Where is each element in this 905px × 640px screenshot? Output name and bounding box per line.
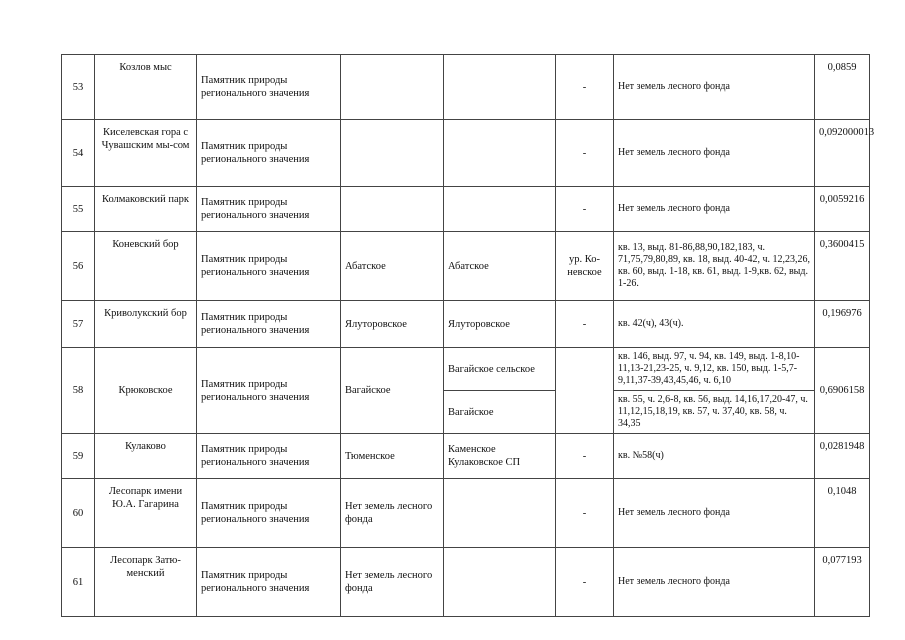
table-row — [62, 348, 870, 391]
quarters: кв. 13, выд. 81-86,88,90,182,183, ч. 71,75,79,80,89, кв. 18, выд. 40-42, ч. 12,23,26, кв. 60, выд. 1-18, кв. 61, выд. 1-9,кв. 62, выд. 1-26. — [614, 232, 815, 301]
area: 0,1048 — [815, 479, 870, 548]
forestry: Нет земель лесного фонда — [341, 548, 444, 617]
table-row — [62, 232, 870, 301]
area: 0,3600415 — [815, 232, 870, 301]
row-number: 56 — [62, 232, 95, 301]
table-row — [62, 479, 870, 548]
table-row — [62, 55, 870, 120]
row-number: 61 — [62, 548, 95, 617]
site-category: Памятник природы регионального значения — [197, 187, 341, 232]
table-row — [62, 434, 870, 479]
tract: - — [556, 187, 614, 232]
tract: - — [556, 548, 614, 617]
site-name: Криволукский бор — [95, 301, 197, 348]
district-forestry: Вагайское сельское — [444, 348, 556, 391]
tract — [556, 348, 614, 434]
row-number: 55 — [62, 187, 95, 232]
site-name: Лесопарк Затю-менский — [95, 548, 197, 617]
district-forestry — [444, 187, 556, 232]
district-forestry: Абатское — [444, 232, 556, 301]
site-category: Памятник природы регионального значения — [197, 548, 341, 617]
tract: ур. Ко-невское — [556, 232, 614, 301]
row-number: 57 — [62, 301, 95, 348]
district-forestry — [444, 55, 556, 120]
area: 0,6906158 — [815, 348, 870, 434]
district-forestry — [444, 548, 556, 617]
row-number: 59 — [62, 434, 95, 479]
quarters: Нет земель лесного фонда — [614, 120, 815, 187]
quarters: кв. 146, выд. 97, ч. 94, кв. 149, выд. 1-8,10-11,13-21,23-25, ч. 9,12, кв. 150, выд. 1-5,7-9,11,37-39,43,45,46, ч. 6,10 — [614, 348, 815, 391]
quarters: Нет земель лесного фонда — [614, 479, 815, 548]
district-forestry — [444, 479, 556, 548]
site-category: Памятник природы регионального значения — [197, 301, 341, 348]
table-row — [62, 120, 870, 187]
site-name: Киселевская гора с Чувашским мы-сом — [95, 120, 197, 187]
site-category: Памятник природы регионального значения — [197, 55, 341, 120]
forestry: Вагайское — [341, 348, 444, 434]
row-number: 54 — [62, 120, 95, 187]
site-category: Памятник природы регионального значения — [197, 348, 341, 434]
forestry: Нет земель лесного фонда — [341, 479, 444, 548]
tract: - — [556, 55, 614, 120]
quarters: кв. 42(ч), 43(ч). — [614, 301, 815, 348]
area: 0,196976 — [815, 301, 870, 348]
district-forestry: Ялуторовское — [444, 301, 556, 348]
site-name: Кулаково — [95, 434, 197, 479]
district-forestry: Каменское Кулаковское СП — [444, 434, 556, 479]
tract: - — [556, 301, 614, 348]
tract: - — [556, 120, 614, 187]
site-name: Колмаковский парк — [95, 187, 197, 232]
site-name: Козлов мыс — [95, 55, 197, 120]
site-category: Памятник природы регионального значения — [197, 232, 341, 301]
site-name: Коневский бор — [95, 232, 197, 301]
table-row — [62, 187, 870, 232]
site-category: Памятник природы регионального значения — [197, 120, 341, 187]
area: 0,0281948 — [815, 434, 870, 479]
table-row — [62, 301, 870, 348]
site-category: Памятник природы регионального значения — [197, 479, 341, 548]
tract: - — [556, 434, 614, 479]
row-number: 58 — [62, 348, 95, 434]
site-name: Крюковское — [95, 348, 197, 434]
table-row — [62, 548, 870, 617]
forestry — [341, 120, 444, 187]
district-forestry — [444, 120, 556, 187]
quarters: кв. 55, ч. 2,6-8, кв. 56, выд. 14,16,17,20-47, ч. 11,12,15,18,19, кв. 57, ч. 37,40, кв. 58, ч. 34,35 — [614, 391, 815, 434]
forestry — [341, 187, 444, 232]
quarters: Нет земель лесного фонда — [614, 548, 815, 617]
tract: - — [556, 479, 614, 548]
forestry: Абатское — [341, 232, 444, 301]
area: 0,0859 — [815, 55, 870, 120]
forestry: Тюменское — [341, 434, 444, 479]
quarters: Нет земель лесного фонда — [614, 187, 815, 232]
quarters: Нет земель лесного фонда — [614, 55, 815, 120]
row-number: 53 — [62, 55, 95, 120]
area: 0,077193 — [815, 548, 870, 617]
district-forestry: Вагайское — [444, 391, 556, 434]
protected-areas-table — [61, 54, 875, 617]
area: 0,0059216 — [815, 187, 870, 232]
site-category: Памятник природы регионального значения — [197, 434, 341, 479]
area: 0,092000013 — [815, 120, 870, 187]
forestry: Ялуторовское — [341, 301, 444, 348]
quarters: кв. №58(ч) — [614, 434, 815, 479]
site-name: Лесопарк имени Ю.А. Гагарина — [95, 479, 197, 548]
forestry — [341, 55, 444, 120]
row-number: 60 — [62, 479, 95, 548]
